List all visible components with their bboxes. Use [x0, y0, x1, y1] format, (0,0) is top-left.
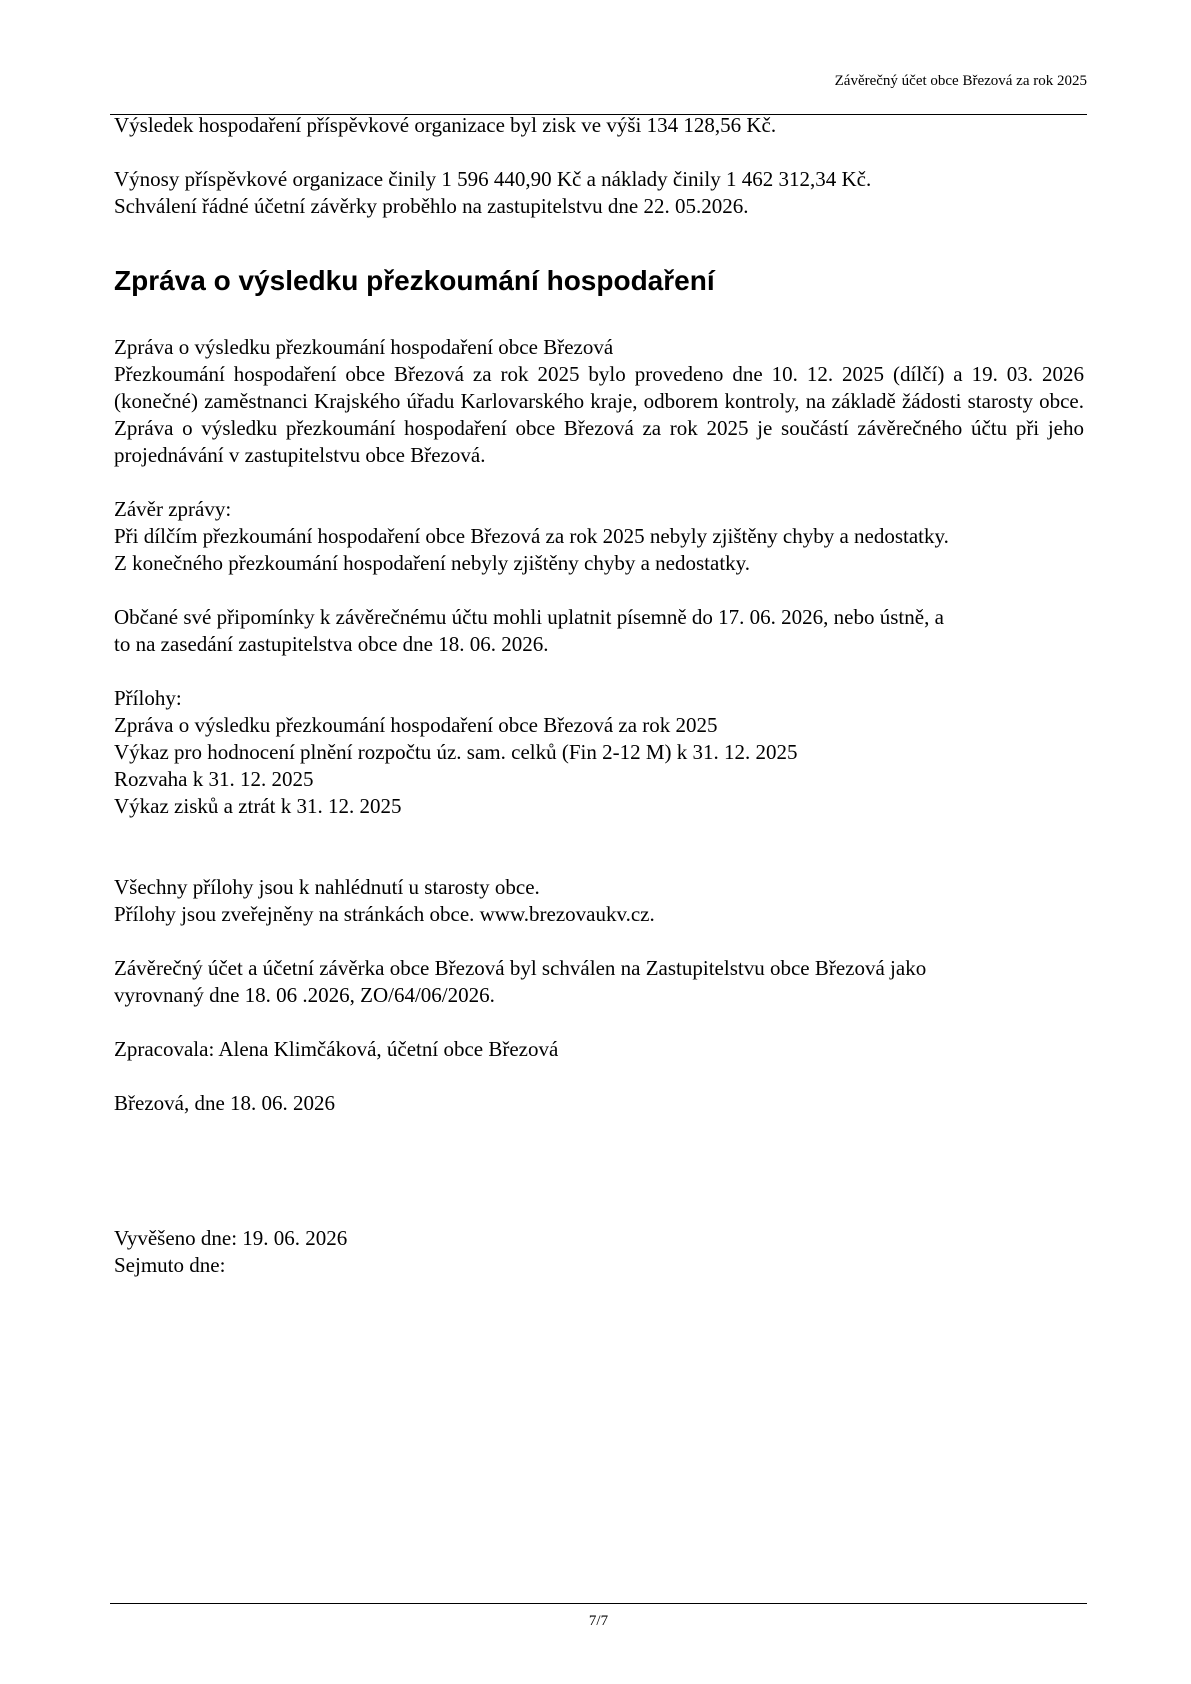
conclusion-line-2: Z konečného přezkoumání hospodaření nebyly zjištěny chyby a nedostatky.	[114, 551, 751, 575]
attachment-item: Rozvaha k 31. 12. 2025	[114, 767, 314, 791]
page-number: 7/7	[588, 1613, 609, 1629]
attachment-item: Výkaz zisků a ztrát k 31. 12. 2025	[114, 794, 402, 818]
approval-line-2: vyrovnaný dne 18. 06 .2026, ZO/64/06/2026.	[114, 983, 495, 1007]
removed-date: Sejmuto dne:	[114, 1253, 226, 1277]
report-subtitle: Zpráva o výsledku přezkoumání hospodaření obce Březová	[114, 335, 614, 359]
pbo-revenues-text: Výnosy příspěvkové organizace činily 1 596 440,90 Kč a náklady činily 1 462 312,34 Kč.	[114, 167, 872, 191]
approval-line-1: Závěrečný účet a účetní závěrka obce Březová byl schválen na Zastupitelstvu obce Březová jako	[114, 956, 927, 980]
citizens-line-1: Občané své připomínky k závěrečnému účtu mohli uplatnit písemně do 17. 06. 2026, nebo ústně, a	[114, 605, 944, 629]
pbo-result-text: Výsledek hospodaření příspěvkové organizace byl zisk ve výši 134 128,56 Kč.	[114, 113, 777, 137]
conclusion-label: Závěr zprávy:	[114, 497, 232, 521]
attachment-item: Zpráva o výsledku přezkoumání hospodaření obce Březová za rok 2025	[114, 713, 718, 737]
posted-date: Vyvěšeno dne: 19. 06. 2026	[114, 1226, 348, 1250]
document-body	[114, 112, 1084, 1279]
citizens-line-2: to na zasedání zastupitelstva obce dne 18. 06. 2026.	[114, 632, 549, 656]
place-date: Březová, dne 18. 06. 2026	[114, 1091, 336, 1115]
footer-rule	[110, 1603, 1087, 1604]
attachment-item: Výkaz pro hodnocení plnění rozpočtu úz. sam. celků (Fin 2-12 M) k 31. 12. 2025	[114, 740, 798, 764]
availability-line-1: Všechny přílohy jsou k nahlédnutí u starosty obce.	[114, 875, 540, 899]
section-heading: Zpráva o výsledku přezkoumání hospodaření	[114, 265, 715, 296]
prepared-by: Zpracovala: Alena Klimčáková, účetní obce Březová	[114, 1037, 559, 1061]
availability-line-2: Přílohy jsou zveřejněny na stránkách obce. www.brezovaukv.cz.	[114, 902, 655, 926]
report-body: Přezkoumání hospodaření obce Březová za rok 2025 bylo provedeno dne 10. 12. 2025 (dílčí) a 19. 03. 2026 (konečné) zaměstnanci Krajského úřadu Karlovarského kraje, odborem kontroly, na základě žádosti starosty obce. Zpráva o výsledku přezkoumání hospodaření obce Březová za rok 2025 je součástí závěrečného účtu při jeho projednávání v zastupitelstvu obce Březová.	[114, 362, 1084, 467]
running-header: Závěrečný účet obce Březová za rok 2025	[834, 73, 1087, 89]
attachments-label: Přílohy:	[114, 686, 182, 710]
conclusion-line-1: Při dílčím přezkoumání hospodaření obce Březová za rok 2025 nebyly zjištěny chyby a nedostatky.	[114, 524, 949, 548]
pbo-approval-text: Schválení řádné účetní závěrky proběhlo na zastupitelstvu dne 22. 05.2026.	[114, 194, 749, 218]
